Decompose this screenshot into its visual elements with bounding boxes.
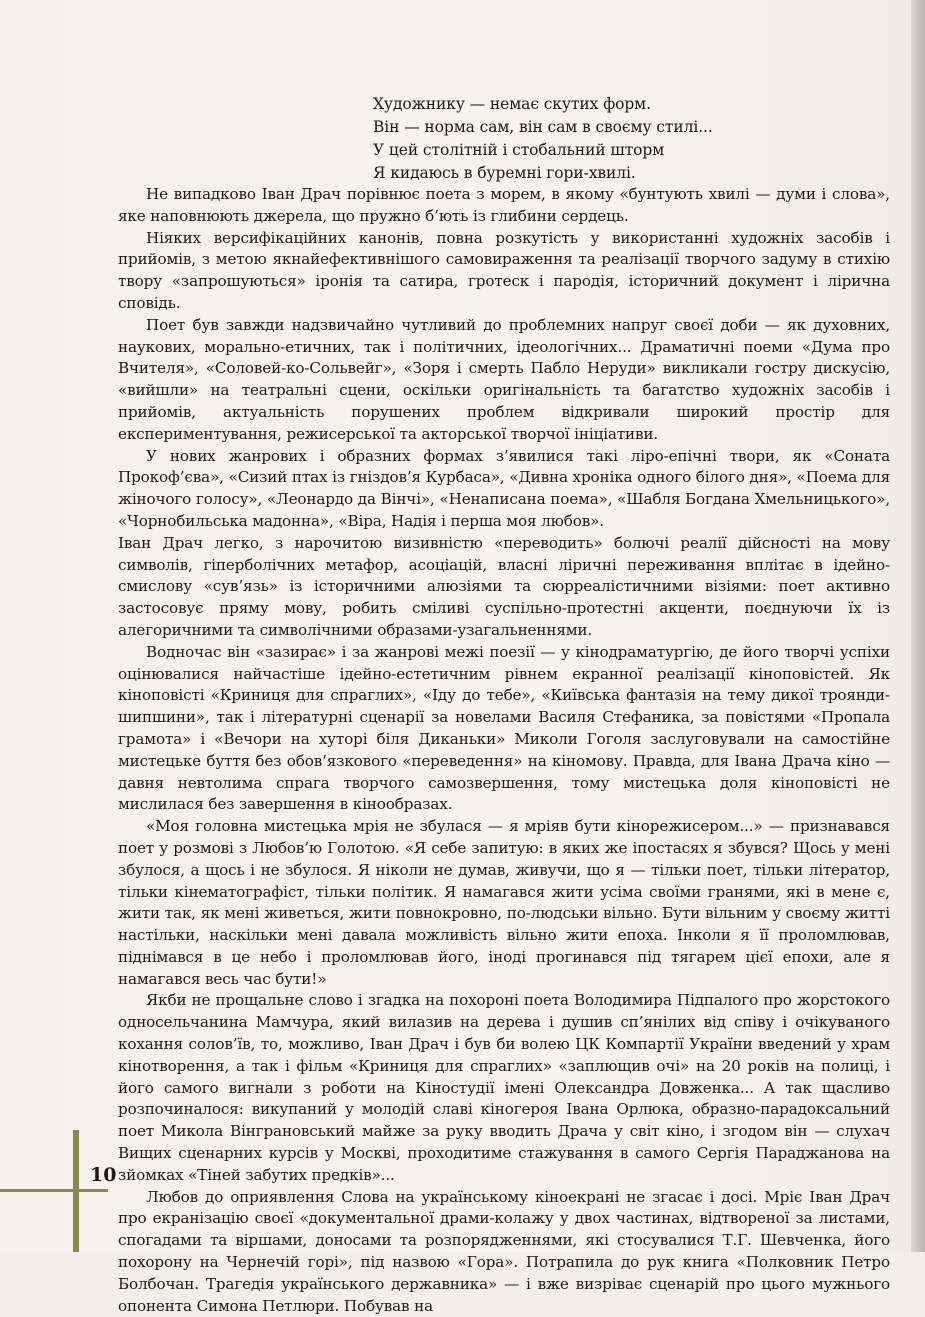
decorative-horizontal-rule — [0, 1189, 108, 1192]
paragraph: Водночас він «зазирає» і за жанрові межі поезії — у кінодраматургію, де його творчі успіхи оцінювалися найчастіше ідейно-естетичним рівнем екранної реалізації кіноповістей. Як кіноповісті «Криниця для спраглих», «Іду до тебе», «Київська фантазія на тему дикої троянди-шипшини», так і літературні сценарії за новелами Василя Стефаника, за повістями «Пропала грамота» і «Вечори на хуторі біля Диканьки» Миколи Гоголя заслуговували на самостійне мистецьке буття без обов’язкового «переведення» на кіномову. Правда, для Івана Драча кіно — давня невтолима спрага творчого самозвершення, тому мистецька доля кіноповісті не мислилася без завершення в кінообразах. — [118, 642, 890, 814]
book-spine-shadow — [911, 0, 925, 1252]
paragraph: «Моя головна мистецька мрія не збулася — я мріяв бути кінорежисером...» — признавався поет у розмові з Любов’ю Голотою. «Я себе запитую: в яких же іпостасях я збувся? Щось у мені збулося, а щось і не збулося. Я ніколи не думав, живучи, що я — тільки поет, тільки літератор, тільки кінематографіст, тільки політик. Я намагався жити усіма своїми гранями, які в мене є, жити так, як мені живеться, жити повнокровно, по-людськи вільно. Бути вільним у своєму житті настільки, наскільки мені давала можливість вільно жити епоха. Інколи я її проломлював, піднімався в це небо і проломлював його, іноді прогинався під тягарем цієї епохи, але я намагався весь час бути!» — [118, 817, 890, 988]
paragraph: Любов до оприявлення Слова на українському кіноекрані не згасає і досі. Мріє Іван Драч про екранізацію своєї «документальної драми-колажу у двох частинах, відтвореної за листами, спогадами та віршами, доносами та розпорядженнями, які стосувалися Т.Г. Шевченка, його похорону на Чернечій горі», під назвою «Гора». Потрапила до рук книга «Полковник Петро Болбочан. Трагедія українського державника» — і вже визріває сценарій про цього мужнього опонента Симона Петлюри. Побував на — [118, 1187, 890, 1315]
body-text — [118, 184, 890, 1317]
paragraph: Поет був завжди надзвичайно чутливий до проблемних напруг своєї доби — як духовних, наукових, морально-етичних, так і політичних, ідеологічних... Драматичні поеми «Дума про Вчителя», «Соловей-ко-Сольвейг», «Зоря і смерть Пабло Неруди» викликали гостру дискусію, «вийшли» на театральні сцени, оскільки оригінальність та багатство художніх засобів і прийомів, актуальність порушених проблем відкривали широкий простір для експериментування, режисерської та акторської творчої ініціативи. — [118, 315, 890, 443]
paragraph: Не випадково Іван Драч порівнює поета з морем, в якому «бунтують хвилі — думи і слова», яке наповнюють джерела, що пружно б’ють із глибини сердець. — [118, 185, 890, 225]
poem-line: У цей столітній і стобальний шторм — [373, 141, 665, 159]
paragraph: У нових жанрових і образних формах з’явилися такі ліро-епічні твори, як «Соната Прокоф’єва», «Сизий птах із гніздов’я Курбаса», «Дивна хроніка одного білого дня», «Поема для жіночого голосу», «Леонардо да Вінчі», «Ненаписана поема», «Шабля Богдана Хмельницького», «Чорнобильська мадонна», «Віра, Надія і перша моя любов». — [118, 446, 890, 530]
page-number: 10 — [90, 1164, 117, 1186]
paragraph: Якби не прощальне слово і згадка на похороні поета Володимира Підпалого про жорстокого односельчанина Мамчура, який вилазив на дерева і душив сп’янілих від співу і очікуваного кохання солов’їв, то, можливо, Іван Драч і був би волею ЦК Компартії України введений у храм кінотворення, а так і фільм «Криниця для спраглих» «заплющив очі» на 20 років на полиці, і його самого вигнали з роботи на Кіностудії імені Олександра Довженка... А так щасливо розпочиналося: викупаний у молодій славі кіногероя Івана Орлюка, образно-парадоксальний поет Микола Вінграновський майже за руку вводить Драча у світ кіно, і згодом він — слухач Вищих сценарних курсів у Москві, проходитиме стажування в самого Сергія Параджанова на зйомках «Тіней забутих предків»... — [118, 991, 890, 1184]
poem-line: Він — норма сам, він сам в своєму стилі... — [373, 118, 713, 136]
poem-line: Художнику — немає скутих форм. — [373, 95, 651, 113]
poem-line: Я кидаюсь в буремні гори-хвилі. — [373, 164, 636, 182]
poem-epigraph — [373, 93, 793, 185]
paragraph: Іван Драч легко, з нарочитою визивністю «переводить» болючі реалії дійсності на мову символів, гіперболічних метафор, асоціацій, власні ліричні переживання вплітає в ідейно-смислову «сув’язь» із історичними алюзіями та сюрреалістичними візіями: поет активно застосовує пряму мову, робить сміливі суспільно-протестні акценти, поєднуючи їх із алегоричними та символічними образами-узагальненнями. — [118, 533, 890, 639]
paragraph: Ніяких версифікаційних канонів, повна розкутість у використанні художніх засобів і прийомів, з метою якнайефективнішого самовираження та реалізації творчого задуму в стихію твору «запрошуються» іронія та сатира, гротеск і пародія, історичний документ і лірична сповідь. — [118, 228, 890, 312]
